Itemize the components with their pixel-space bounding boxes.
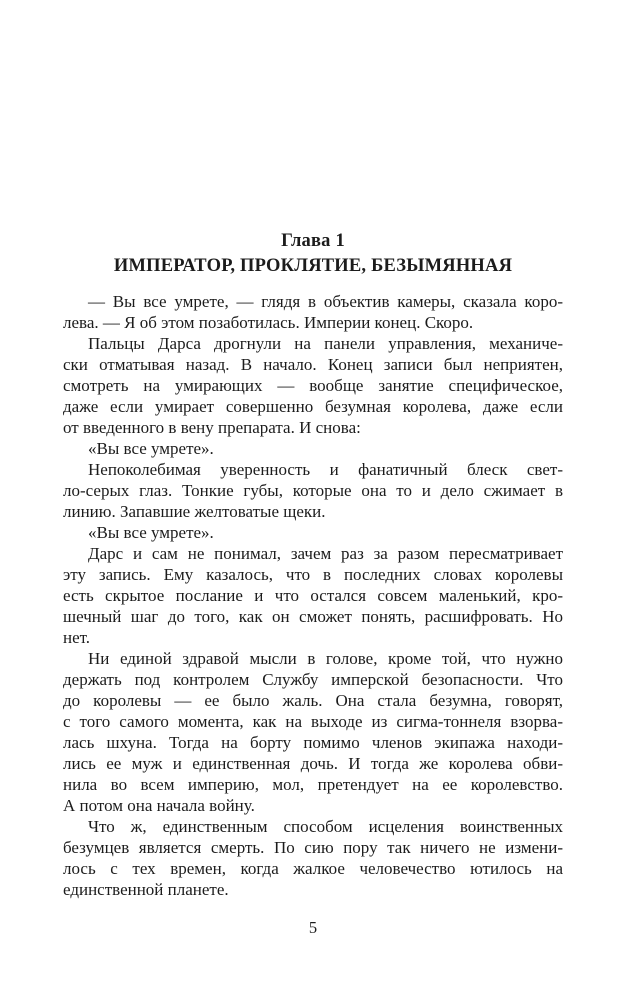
text-line: эту запись. Ему казалось, что в последних словах королевы <box>63 565 563 584</box>
text-line: до королевы — ее было жаль. Она стала безумна, говорят, <box>63 691 563 710</box>
text-line: Пальцы Дарса дрогнули на панели управления, механиче- <box>88 334 563 353</box>
paragraph <box>63 522 563 543</box>
text-line: лась шхуна. Тогда на борту помимо членов экипажа находи- <box>63 733 563 752</box>
text-line: Дарс и сам не понимал, зачем раз за разом пересматривает <box>88 544 563 563</box>
text-line: единственной планете. <box>63 880 229 899</box>
text-line: безумцев является смерть. По сию пору так ничего не измени- <box>63 838 563 857</box>
text-line: даже если умирает совершенно безумная королева, даже если <box>63 397 563 416</box>
text-line: ски отматывая назад. В начало. Конец записи был неприятен, <box>63 355 563 374</box>
text-line: «Вы все умрете». <box>88 523 214 542</box>
text-line: есть скрытое послание и что остался совсем маленький, кро- <box>63 586 563 605</box>
text-line: линию. Запавшие желтоватые щеки. <box>63 502 326 521</box>
text-line: держать под контролем Службу имперской безопасности. Что <box>63 670 563 689</box>
text-line: лева. — Я об этом позаботилась. Империи конец. Скоро. <box>63 313 474 332</box>
chapter-heading <box>63 229 563 279</box>
text-line: смотреть на умирающих — вообще занятие специфическое, <box>63 376 563 395</box>
text-line: шечный шаг до того, как он сможет понять, расшифровать. Но <box>63 607 563 626</box>
text-line: Непоколебимая уверенность и фанатичный блеск свет- <box>88 460 563 479</box>
text-line: лось с тех времен, когда жалкое человечество ютилось на <box>63 859 563 878</box>
text-line: А потом она начала войну. <box>63 796 255 815</box>
paragraph <box>63 648 563 816</box>
text-line: — Вы все умрете, — глядя в объектив камеры, сказала коро- <box>88 292 563 311</box>
text-line: Что ж, единственным способом исцеления воинственных <box>88 817 563 836</box>
text-line: с того самого момента, как на выходе из сигма-тоннеля взорва- <box>63 712 563 731</box>
paragraph <box>63 438 563 459</box>
chapter-label: Глава 1 <box>281 231 345 251</box>
text-line: ло-серых глаз. Тонкие губы, которые она то и дело сжимает в <box>63 481 563 500</box>
chapter-title: ИМПЕРАТОР, ПРОКЛЯТИЕ, БЕЗЫМЯННАЯ <box>113 256 513 276</box>
paragraph <box>63 543 563 648</box>
text-line: Ни единой здравой мысли в голове, кроме той, что нужно <box>88 649 563 668</box>
text-line: нила во всем империю, мол, претендует на ее королевство. <box>63 775 563 794</box>
text-line: от введенного в вену препарата. И снова: <box>63 418 361 437</box>
chapter-body <box>63 291 563 900</box>
paragraph <box>63 291 563 333</box>
paragraph <box>63 333 563 438</box>
paragraph <box>63 459 563 522</box>
text-line: нет. <box>63 628 91 647</box>
page-number: 5 <box>308 918 318 937</box>
text-line: «Вы все умрете». <box>88 439 214 458</box>
paragraph <box>63 816 563 900</box>
text-line: лись ее муж и единственная дочь. И тогда же королева обви- <box>63 754 563 773</box>
